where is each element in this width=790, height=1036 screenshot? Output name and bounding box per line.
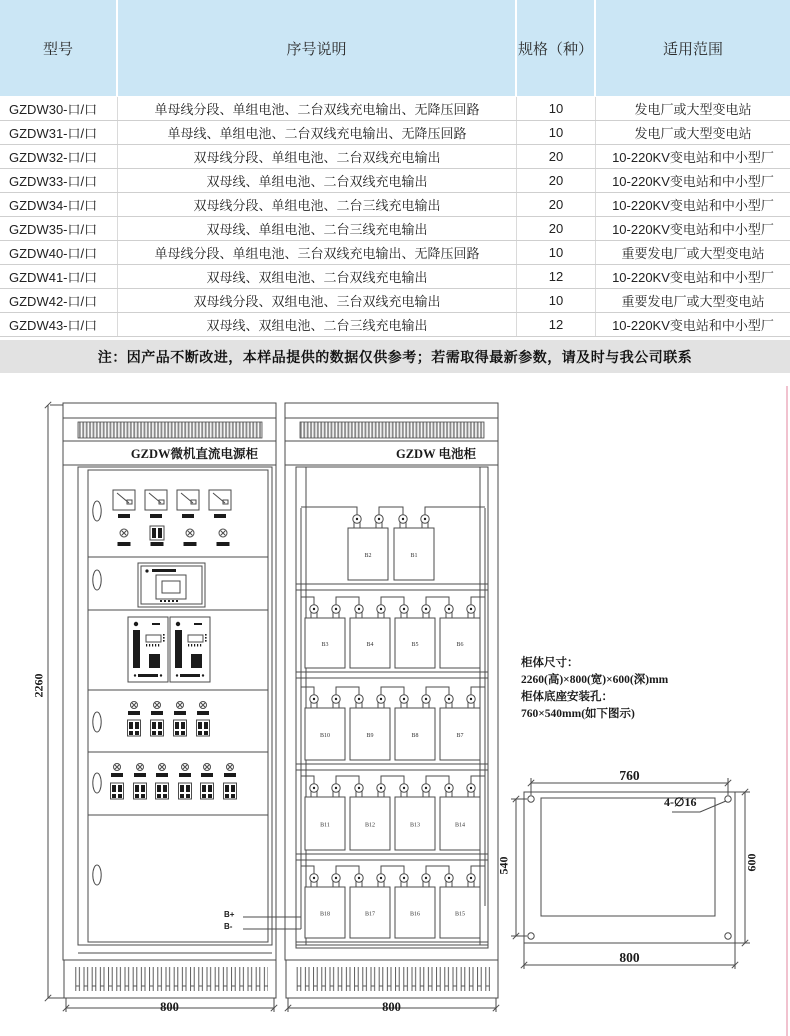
- battery-label: B15: [454, 911, 466, 918]
- table-cell: GZDW35-口/口: [0, 217, 118, 240]
- table-row: [0, 193, 790, 217]
- table-cell: 单母线分段、单组电池、二台双线充电输出、无降压回路: [118, 97, 517, 120]
- table-cell: GZDW40-口/口: [0, 241, 118, 264]
- table-cell: 双母线分段、双组电池、三台双线充电输出: [118, 289, 517, 312]
- header-model: 型号: [0, 0, 118, 96]
- table-cell: 10-220KV变电站和中小型厂: [612, 198, 774, 213]
- table-cell: GZDW32-口/口: [0, 145, 118, 168]
- battery-label: B6: [456, 642, 464, 648]
- battery-shelves: [296, 507, 488, 948]
- table-cell: GZDW34-口/口: [0, 193, 118, 216]
- battery-shelf: [296, 597, 488, 678]
- spec-table-header: [0, 0, 790, 96]
- table-row: [0, 169, 790, 193]
- table-row: [0, 121, 790, 145]
- cabinet-size-value: 2260(高)×800(宽)×600(深)mm: [521, 674, 669, 686]
- battery-label: B1: [410, 553, 418, 559]
- battery-label: B16: [409, 911, 421, 918]
- battery-label: B4: [366, 642, 374, 648]
- install-holes-note: 4-∅16: [664, 795, 697, 809]
- height-dimension-label: 2260: [31, 673, 46, 698]
- note-bar: 注：因产品不断改进，本样品提供的数据仅供参考；若需取得最新参数，请及时与我公司联系: [0, 340, 790, 373]
- table-cell: 10: [517, 97, 596, 120]
- table-row: [0, 241, 790, 265]
- base-holes-value: 760×540mm(如下图示): [521, 708, 635, 720]
- table-cell: 10: [517, 289, 596, 312]
- battery-label: B2: [364, 553, 372, 559]
- table-cell: 双母线、单组电池、二台三线充电输出: [118, 217, 517, 240]
- table-cell: 发电厂或大型变电站: [634, 102, 752, 117]
- power-cabinet-dimensions: [48, 405, 274, 1012]
- table-cell: 双母线、单组电池、二台双线充电输出: [118, 169, 517, 192]
- table-cell: GZDW41-口/口: [0, 265, 118, 288]
- header-description: 序号说明: [118, 0, 517, 96]
- battery-shelf: [296, 687, 488, 770]
- install-diagram: [511, 778, 750, 969]
- battery-label: B18: [319, 911, 331, 918]
- table-row: [0, 217, 790, 241]
- table-row: [0, 265, 790, 289]
- battery-shelf: [296, 776, 488, 860]
- power-cabinet-outline: [63, 403, 276, 998]
- battery-label: B14: [454, 822, 466, 829]
- table-cell: 10-220KV变电站和中小型厂: [612, 270, 774, 285]
- battery-label: B17: [364, 911, 376, 918]
- spec-table: [0, 0, 790, 337]
- battery-shelf: [296, 507, 488, 590]
- table-cell: 单母线分段、单组电池、三台双线充电输出、无降压回路: [118, 241, 517, 264]
- table-cell: 双母线分段、单组电池、二台双线充电输出: [118, 145, 517, 168]
- table-cell: 10-220KV变电站和中小型厂: [612, 174, 774, 189]
- table-row: [0, 289, 790, 313]
- power-cabinet-title: GZDW微机直流电源柜: [130, 447, 258, 461]
- spec-table-body: [0, 97, 790, 337]
- battery-label: B11: [320, 822, 330, 829]
- table-cell: GZDW33-口/口: [0, 169, 118, 192]
- install-left-dimension: 540: [496, 856, 511, 875]
- bus-positive-label: B+: [224, 910, 235, 919]
- power-cabinet-panels: [93, 490, 237, 885]
- battery-shelf: [296, 866, 488, 948]
- table-cell: GZDW31-口/口: [0, 121, 118, 144]
- cabinet-spec-block: [521, 655, 731, 723]
- table-cell: 双母线分段、单组电池、二台三线充电输出: [118, 193, 517, 216]
- table-cell: 12: [517, 313, 596, 336]
- table-cell: 10: [517, 121, 596, 144]
- table-cell: 10: [517, 241, 596, 264]
- table-cell: 双母线、双组电池、二台双线充电输出: [118, 265, 517, 288]
- header-spec-count: 规格（种）: [517, 0, 596, 96]
- header-application: 适用范围: [662, 40, 723, 58]
- table-cell: GZDW43-口/口: [0, 313, 118, 336]
- battery-label: B10: [319, 733, 331, 739]
- install-bottom-dimension: 800: [619, 950, 640, 965]
- table-cell: 单母线、单组电池、二台双线充电输出、无降压回路: [118, 121, 517, 144]
- battery-width-dimension-label: 800: [382, 1000, 401, 1014]
- table-cell: 20: [517, 145, 596, 168]
- cabinet-size-label: 柜体尺寸：: [521, 657, 579, 669]
- install-right-dimension: 600: [744, 853, 759, 872]
- table-cell: 20: [517, 217, 596, 240]
- table-cell: GZDW42-口/口: [0, 289, 118, 312]
- install-top-dimension: 760: [619, 768, 640, 783]
- bus-negative-label: B-: [224, 922, 233, 931]
- power-width-dimension-label: 800: [160, 1000, 179, 1014]
- table-cell: 10-220KV变电站和中小型厂: [612, 150, 774, 165]
- table-cell: GZDW30-口/口: [0, 97, 118, 120]
- table-row: [0, 145, 790, 169]
- battery-label: B3: [321, 642, 329, 648]
- battery-label: B8: [411, 733, 419, 739]
- base-holes-label: 柜体底座安装孔：: [521, 691, 613, 703]
- battery-label: B9: [366, 733, 374, 739]
- table-cell: 10-220KV变电站和中小型厂: [612, 318, 774, 333]
- table-cell: 双母线、双组电池、二台三线充电输出: [118, 313, 517, 336]
- battery-label: B5: [411, 642, 419, 648]
- battery-cabinet-title: GZDW 电池柜: [396, 447, 476, 461]
- table-cell: 20: [517, 193, 596, 216]
- table-cell: 重要发电厂或大型变电站: [621, 294, 765, 309]
- battery-label: B13: [409, 822, 421, 829]
- table-cell: 10-220KV变电站和中小型厂: [612, 222, 774, 237]
- battery-label: B12: [364, 822, 376, 829]
- table-cell: 20: [517, 169, 596, 192]
- table-row: [0, 97, 790, 121]
- table-cell: 12: [517, 265, 596, 288]
- table-row: [0, 313, 790, 337]
- battery-label: B7: [456, 733, 464, 739]
- page-edge-line: [786, 386, 788, 1036]
- table-cell: 重要发电厂或大型变电站: [621, 246, 765, 261]
- table-cell: 发电厂或大型变电站: [634, 126, 752, 141]
